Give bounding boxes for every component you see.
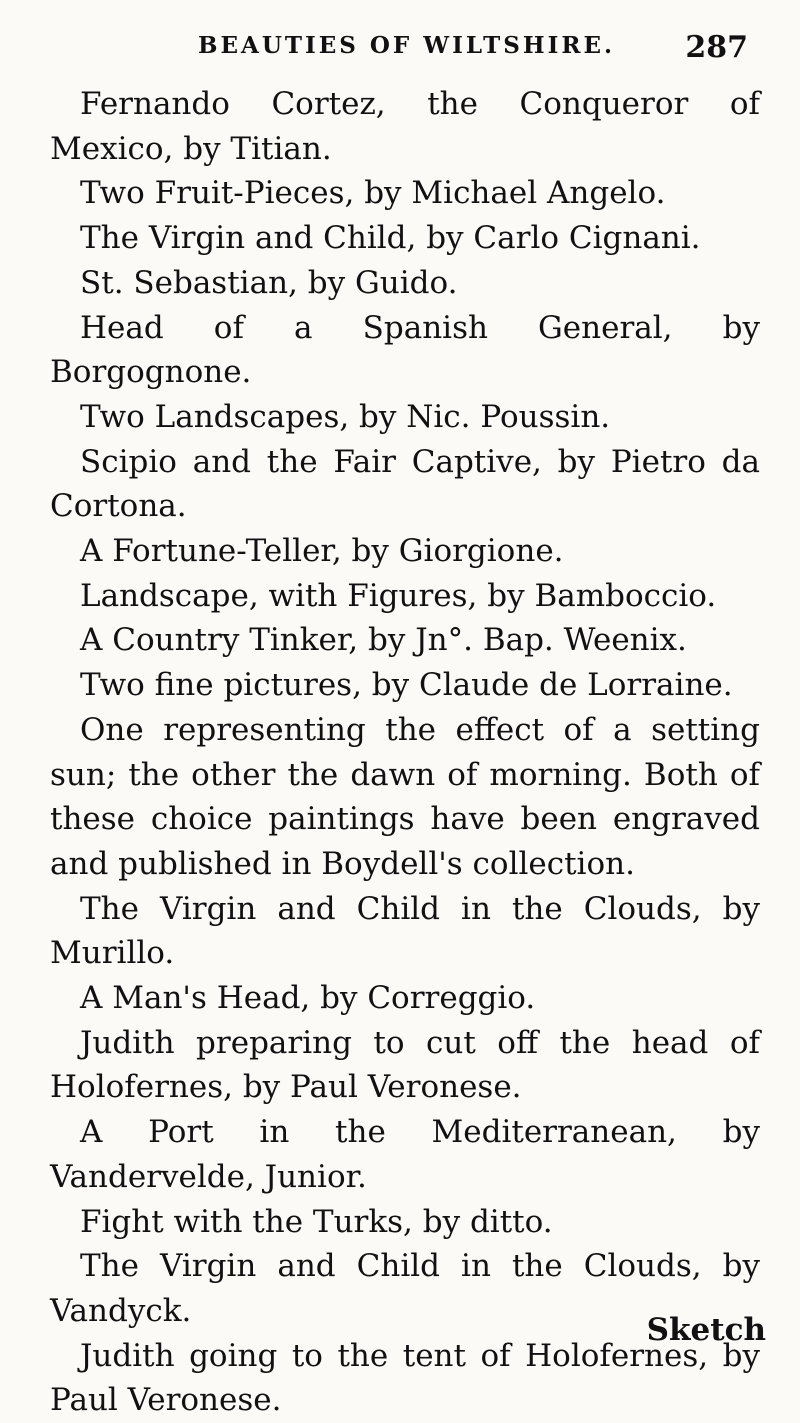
list-item: The Virgin and Child, by Carlo Cignani. (80, 220, 701, 257)
list-item: A Port in the Mediterranean, by Vandervelde, Junior. (50, 1114, 760, 1195)
list-item: The Virgin and Child in the Clouds, by Vandyck. (50, 1248, 760, 1329)
list-item: St. Sebastian, by Guido. (80, 264, 458, 301)
list-item: A Fortune-Teller, by Giorgione. (80, 533, 564, 570)
list-item: Judith preparing to cut off the head of Holofernes, by Paul Veronese. (50, 1024, 760, 1106)
list-item: Two Landscapes, by Nic. Poussin. (80, 398, 611, 435)
page-number: 287 (685, 30, 748, 65)
list-item: A Man's Head, by Correggio. (80, 980, 536, 1017)
list-item: Two Fruit-Pieces, by Michael Angelo. (80, 175, 666, 212)
painting-list (50, 82, 760, 1423)
running-head (0, 30, 800, 70)
list-item: Head of a Spanish General, by Borgognone. (50, 309, 760, 391)
list-item: Landscape, with Figures, by Bamboccio. (80, 577, 717, 614)
list-item: Fernando Cortez, the Conqueror of Mexico, by Titian. (50, 86, 760, 167)
catchword: Sketch (646, 1312, 766, 1348)
list-item: A Country Tinker, by Jn°. Bap. Weenix. (80, 622, 687, 659)
list-item: Fight with the Turks, by ditto. (80, 1203, 553, 1240)
list-item: Judith going to the tent of Holofernes, by Paul Veronese. (50, 1337, 760, 1419)
list-item: Scipio and the Fair Captive, by Pietro da Cortona. (50, 443, 760, 525)
list-item: Two fine pictures, by Claude de Lorraine. (80, 667, 733, 704)
running-title: BEAUTIES OF WILTSHIRE. (198, 32, 616, 59)
list-item: One representing the effect of a setting sun; the other the dawn of morning. Both of these choice paintings have been engraved and published in Boydell's collection. (50, 711, 760, 882)
list-item: The Virgin and Child in the Clouds, by Murillo. (50, 890, 760, 972)
